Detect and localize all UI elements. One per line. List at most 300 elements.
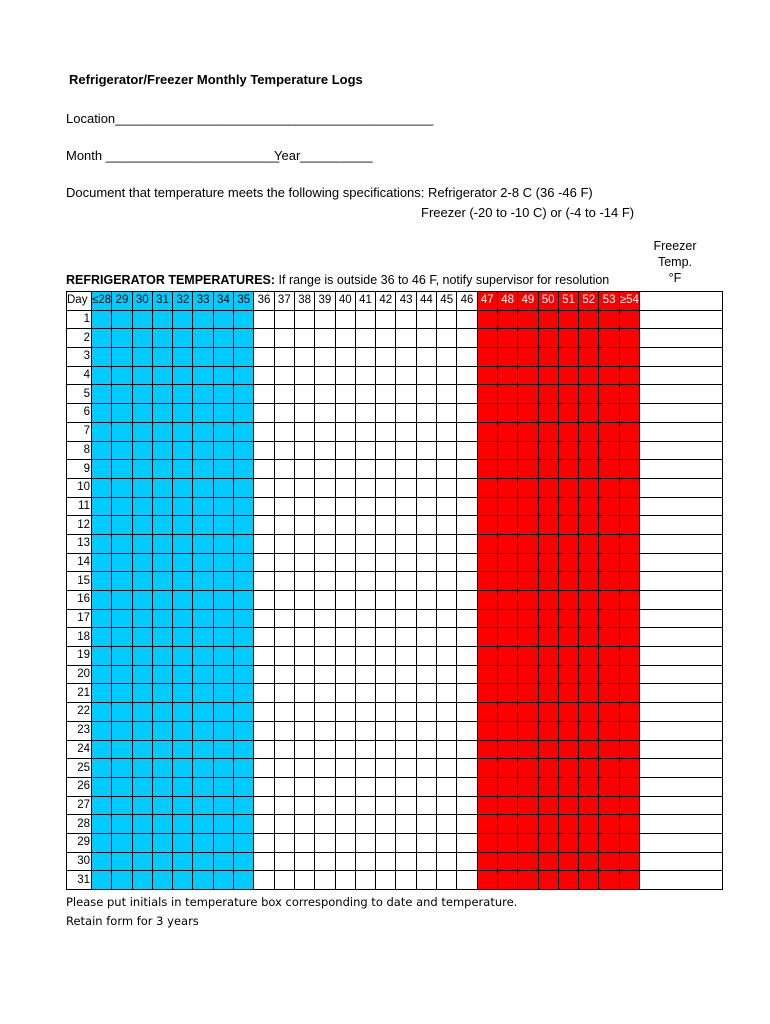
temp-entry-cell[interactable]: [355, 740, 375, 759]
temp-entry-cell[interactable]: [234, 703, 254, 722]
temp-entry-cell[interactable]: [173, 460, 193, 479]
temp-entry-cell[interactable]: [152, 422, 172, 441]
temp-entry-cell[interactable]: [335, 740, 355, 759]
temp-entry-cell[interactable]: [335, 553, 355, 572]
temp-entry-cell[interactable]: [193, 478, 213, 497]
temp-entry-cell[interactable]: [477, 497, 497, 516]
temp-entry-cell[interactable]: [254, 777, 274, 796]
temp-entry-cell[interactable]: [497, 385, 517, 404]
temp-entry-cell[interactable]: [416, 759, 436, 778]
temp-entry-cell[interactable]: [152, 329, 172, 348]
temp-entry-cell[interactable]: [355, 441, 375, 460]
temp-entry-cell[interactable]: [274, 441, 294, 460]
temp-entry-cell[interactable]: [152, 366, 172, 385]
temp-entry-cell[interactable]: [112, 534, 132, 553]
temp-entry-cell[interactable]: [619, 572, 639, 591]
temp-entry-cell[interactable]: [579, 478, 599, 497]
temp-entry-cell[interactable]: [92, 740, 112, 759]
temp-entry-cell[interactable]: [376, 329, 396, 348]
temp-entry-cell[interactable]: [416, 478, 436, 497]
temp-entry-cell[interactable]: [193, 553, 213, 572]
temp-entry-cell[interactable]: [497, 497, 517, 516]
temp-entry-cell[interactable]: [112, 852, 132, 871]
temp-entry-cell[interactable]: [579, 852, 599, 871]
temp-entry-cell[interactable]: [294, 703, 314, 722]
temp-entry-cell[interactable]: [518, 516, 538, 535]
temp-entry-cell[interactable]: [173, 609, 193, 628]
temp-entry-cell[interactable]: [193, 329, 213, 348]
temp-entry-cell[interactable]: [497, 460, 517, 479]
temp-entry-cell[interactable]: [599, 348, 619, 367]
freezer-temp-cell[interactable]: [640, 572, 723, 591]
temp-entry-cell[interactable]: [173, 740, 193, 759]
temp-entry-cell[interactable]: [112, 348, 132, 367]
temp-entry-cell[interactable]: [599, 460, 619, 479]
temp-entry-cell[interactable]: [376, 833, 396, 852]
temp-entry-cell[interactable]: [112, 609, 132, 628]
temp-entry-cell[interactable]: [579, 534, 599, 553]
temp-entry-cell[interactable]: [294, 516, 314, 535]
freezer-temp-cell[interactable]: [640, 516, 723, 535]
temp-entry-cell[interactable]: [355, 516, 375, 535]
temp-entry-cell[interactable]: [558, 348, 578, 367]
temp-entry-cell[interactable]: [497, 348, 517, 367]
temp-entry-cell[interactable]: [619, 478, 639, 497]
temp-entry-cell[interactable]: [254, 647, 274, 666]
temp-entry-cell[interactable]: [112, 647, 132, 666]
temp-entry-cell[interactable]: [355, 385, 375, 404]
temp-entry-cell[interactable]: [477, 665, 497, 684]
temp-entry-cell[interactable]: [315, 460, 335, 479]
temp-entry-cell[interactable]: [558, 329, 578, 348]
temp-entry-cell[interactable]: [518, 665, 538, 684]
temp-entry-cell[interactable]: [294, 833, 314, 852]
temp-entry-cell[interactable]: [497, 647, 517, 666]
temp-entry-cell[interactable]: [518, 871, 538, 890]
temp-entry-cell[interactable]: [294, 478, 314, 497]
temp-entry-cell[interactable]: [92, 310, 112, 329]
temp-entry-cell[interactable]: [152, 609, 172, 628]
temp-entry-cell[interactable]: [335, 366, 355, 385]
temp-entry-cell[interactable]: [173, 815, 193, 834]
temp-entry-cell[interactable]: [152, 740, 172, 759]
temp-entry-cell[interactable]: [152, 796, 172, 815]
temp-entry-cell[interactable]: [558, 647, 578, 666]
freezer-temp-cell[interactable]: [640, 609, 723, 628]
temp-entry-cell[interactable]: [416, 404, 436, 423]
temp-entry-cell[interactable]: [234, 310, 254, 329]
temp-entry-cell[interactable]: [274, 609, 294, 628]
year-field[interactable]: [274, 148, 373, 163]
temp-entry-cell[interactable]: [355, 366, 375, 385]
temp-entry-cell[interactable]: [437, 703, 457, 722]
temp-entry-cell[interactable]: [173, 478, 193, 497]
temp-entry-cell[interactable]: [335, 684, 355, 703]
temp-entry-cell[interactable]: [518, 852, 538, 871]
temp-entry-cell[interactable]: [518, 759, 538, 778]
temp-entry-cell[interactable]: [132, 871, 152, 890]
temp-entry-cell[interactable]: [254, 516, 274, 535]
temp-entry-cell[interactable]: [558, 404, 578, 423]
freezer-temp-cell[interactable]: [640, 759, 723, 778]
temp-entry-cell[interactable]: [152, 478, 172, 497]
location-field[interactable]: [66, 111, 433, 126]
temp-entry-cell[interactable]: [254, 478, 274, 497]
temp-entry-cell[interactable]: [558, 796, 578, 815]
temp-entry-cell[interactable]: [213, 703, 233, 722]
temp-entry-cell[interactable]: [294, 852, 314, 871]
temp-entry-cell[interactable]: [274, 329, 294, 348]
temp-entry-cell[interactable]: [132, 852, 152, 871]
freezer-temp-cell[interactable]: [640, 684, 723, 703]
temp-entry-cell[interactable]: [254, 721, 274, 740]
temp-entry-cell[interactable]: [416, 385, 436, 404]
temp-entry-cell[interactable]: [335, 497, 355, 516]
temp-entry-cell[interactable]: [315, 852, 335, 871]
temp-entry-cell[interactable]: [132, 721, 152, 740]
temp-entry-cell[interactable]: [437, 721, 457, 740]
temp-entry-cell[interactable]: [619, 497, 639, 516]
temp-entry-cell[interactable]: [234, 441, 254, 460]
temp-entry-cell[interactable]: [497, 441, 517, 460]
temp-entry-cell[interactable]: [437, 310, 457, 329]
temp-entry-cell[interactable]: [437, 348, 457, 367]
temp-entry-cell[interactable]: [396, 871, 416, 890]
temp-entry-cell[interactable]: [619, 647, 639, 666]
temp-entry-cell[interactable]: [274, 740, 294, 759]
temp-entry-cell[interactable]: [518, 703, 538, 722]
temp-entry-cell[interactable]: [579, 404, 599, 423]
freezer-temp-cell[interactable]: [640, 591, 723, 610]
temp-entry-cell[interactable]: [193, 833, 213, 852]
temp-entry-cell[interactable]: [477, 871, 497, 890]
temp-entry-cell[interactable]: [538, 833, 558, 852]
temp-entry-cell[interactable]: [132, 366, 152, 385]
freezer-temp-cell[interactable]: [640, 329, 723, 348]
temp-entry-cell[interactable]: [92, 441, 112, 460]
temp-entry-cell[interactable]: [619, 348, 639, 367]
temp-entry-cell[interactable]: [355, 759, 375, 778]
temp-entry-cell[interactable]: [579, 740, 599, 759]
temp-entry-cell[interactable]: [173, 721, 193, 740]
temp-entry-cell[interactable]: [437, 591, 457, 610]
temp-entry-cell[interactable]: [437, 852, 457, 871]
temp-entry-cell[interactable]: [294, 740, 314, 759]
temp-entry-cell[interactable]: [234, 348, 254, 367]
temp-entry-cell[interactable]: [396, 852, 416, 871]
temp-entry-cell[interactable]: [518, 422, 538, 441]
temp-entry-cell[interactable]: [396, 591, 416, 610]
temp-entry-cell[interactable]: [152, 348, 172, 367]
temp-entry-cell[interactable]: [92, 721, 112, 740]
temp-entry-cell[interactable]: [437, 460, 457, 479]
temp-entry-cell[interactable]: [152, 516, 172, 535]
temp-entry-cell[interactable]: [538, 422, 558, 441]
temp-entry-cell[interactable]: [396, 777, 416, 796]
temp-entry-cell[interactable]: [396, 422, 416, 441]
temp-entry-cell[interactable]: [152, 777, 172, 796]
temp-entry-cell[interactable]: [599, 572, 619, 591]
temp-entry-cell[interactable]: [437, 404, 457, 423]
temp-entry-cell[interactable]: [518, 796, 538, 815]
temp-entry-cell[interactable]: [477, 609, 497, 628]
temp-entry-cell[interactable]: [437, 478, 457, 497]
temp-entry-cell[interactable]: [152, 572, 172, 591]
temp-entry-cell[interactable]: [92, 553, 112, 572]
temp-entry-cell[interactable]: [579, 647, 599, 666]
temp-entry-cell[interactable]: [173, 628, 193, 647]
temp-entry-cell[interactable]: [619, 721, 639, 740]
temp-entry-cell[interactable]: [579, 385, 599, 404]
temp-entry-cell[interactable]: [335, 721, 355, 740]
temp-entry-cell[interactable]: [416, 833, 436, 852]
temp-entry-cell[interactable]: [355, 833, 375, 852]
temp-entry-cell[interactable]: [315, 422, 335, 441]
temp-entry-cell[interactable]: [477, 759, 497, 778]
temp-entry-cell[interactable]: [376, 852, 396, 871]
temp-entry-cell[interactable]: [416, 665, 436, 684]
temp-entry-cell[interactable]: [112, 478, 132, 497]
temp-entry-cell[interactable]: [396, 647, 416, 666]
temp-entry-cell[interactable]: [599, 721, 619, 740]
temp-entry-cell[interactable]: [294, 647, 314, 666]
temp-entry-cell[interactable]: [355, 591, 375, 610]
temp-entry-cell[interactable]: [234, 366, 254, 385]
temp-entry-cell[interactable]: [437, 534, 457, 553]
temp-entry-cell[interactable]: [152, 759, 172, 778]
temp-entry-cell[interactable]: [518, 628, 538, 647]
temp-entry-cell[interactable]: [213, 422, 233, 441]
temp-entry-cell[interactable]: [396, 441, 416, 460]
temp-entry-cell[interactable]: [274, 460, 294, 479]
temp-entry-cell[interactable]: [619, 740, 639, 759]
month-field[interactable]: [66, 148, 279, 163]
temp-entry-cell[interactable]: [599, 852, 619, 871]
freezer-temp-cell[interactable]: [640, 404, 723, 423]
temp-entry-cell[interactable]: [254, 665, 274, 684]
temp-entry-cell[interactable]: [294, 460, 314, 479]
temp-entry-cell[interactable]: [457, 796, 477, 815]
temp-entry-cell[interactable]: [599, 609, 619, 628]
temp-entry-cell[interactable]: [457, 404, 477, 423]
temp-entry-cell[interactable]: [92, 684, 112, 703]
temp-entry-cell[interactable]: [376, 385, 396, 404]
temp-entry-cell[interactable]: [193, 534, 213, 553]
temp-entry-cell[interactable]: [193, 348, 213, 367]
freezer-temp-cell[interactable]: [640, 833, 723, 852]
temp-entry-cell[interactable]: [234, 516, 254, 535]
temp-entry-cell[interactable]: [518, 572, 538, 591]
temp-entry-cell[interactable]: [599, 871, 619, 890]
temp-entry-cell[interactable]: [234, 852, 254, 871]
temp-entry-cell[interactable]: [315, 516, 335, 535]
temp-entry-cell[interactable]: [396, 609, 416, 628]
temp-entry-cell[interactable]: [254, 703, 274, 722]
freezer-temp-cell[interactable]: [640, 460, 723, 479]
temp-entry-cell[interactable]: [538, 460, 558, 479]
temp-entry-cell[interactable]: [355, 572, 375, 591]
temp-entry-cell[interactable]: [477, 329, 497, 348]
temp-entry-cell[interactable]: [234, 329, 254, 348]
temp-entry-cell[interactable]: [437, 815, 457, 834]
temp-entry-cell[interactable]: [254, 366, 274, 385]
temp-entry-cell[interactable]: [437, 684, 457, 703]
temp-entry-cell[interactable]: [92, 460, 112, 479]
temp-entry-cell[interactable]: [518, 460, 538, 479]
temp-entry-cell[interactable]: [315, 777, 335, 796]
temp-entry-cell[interactable]: [254, 310, 274, 329]
temp-entry-cell[interactable]: [416, 852, 436, 871]
temp-entry-cell[interactable]: [234, 385, 254, 404]
temp-entry-cell[interactable]: [416, 609, 436, 628]
temp-entry-cell[interactable]: [234, 815, 254, 834]
temp-entry-cell[interactable]: [396, 534, 416, 553]
temp-entry-cell[interactable]: [497, 703, 517, 722]
temp-entry-cell[interactable]: [355, 460, 375, 479]
temp-entry-cell[interactable]: [294, 628, 314, 647]
temp-entry-cell[interactable]: [376, 497, 396, 516]
temp-entry-cell[interactable]: [477, 628, 497, 647]
temp-entry-cell[interactable]: [376, 777, 396, 796]
temp-entry-cell[interactable]: [254, 348, 274, 367]
temp-entry-cell[interactable]: [335, 310, 355, 329]
temp-entry-cell[interactable]: [355, 478, 375, 497]
temp-entry-cell[interactable]: [558, 721, 578, 740]
temp-entry-cell[interactable]: [457, 441, 477, 460]
temp-entry-cell[interactable]: [497, 609, 517, 628]
temp-entry-cell[interactable]: [396, 478, 416, 497]
temp-entry-cell[interactable]: [315, 478, 335, 497]
temp-entry-cell[interactable]: [294, 721, 314, 740]
temp-entry-cell[interactable]: [112, 441, 132, 460]
temp-entry-cell[interactable]: [538, 721, 558, 740]
temp-entry-cell[interactable]: [335, 441, 355, 460]
temp-entry-cell[interactable]: [396, 460, 416, 479]
temp-entry-cell[interactable]: [457, 534, 477, 553]
freezer-temp-cell[interactable]: [640, 553, 723, 572]
temp-entry-cell[interactable]: [254, 329, 274, 348]
temp-entry-cell[interactable]: [619, 609, 639, 628]
temp-entry-cell[interactable]: [315, 665, 335, 684]
temp-entry-cell[interactable]: [173, 329, 193, 348]
temp-entry-cell[interactable]: [254, 534, 274, 553]
temp-entry-cell[interactable]: [274, 703, 294, 722]
temp-entry-cell[interactable]: [599, 703, 619, 722]
temp-entry-cell[interactable]: [234, 591, 254, 610]
temp-entry-cell[interactable]: [538, 441, 558, 460]
temp-entry-cell[interactable]: [274, 422, 294, 441]
temp-entry-cell[interactable]: [193, 404, 213, 423]
temp-entry-cell[interactable]: [335, 665, 355, 684]
temp-entry-cell[interactable]: [437, 329, 457, 348]
temp-entry-cell[interactable]: [254, 759, 274, 778]
temp-entry-cell[interactable]: [416, 628, 436, 647]
temp-entry-cell[interactable]: [558, 684, 578, 703]
temp-entry-cell[interactable]: [619, 852, 639, 871]
temp-entry-cell[interactable]: [396, 759, 416, 778]
temp-entry-cell[interactable]: [497, 833, 517, 852]
temp-entry-cell[interactable]: [599, 385, 619, 404]
temp-entry-cell[interactable]: [173, 833, 193, 852]
temp-entry-cell[interactable]: [497, 553, 517, 572]
temp-entry-cell[interactable]: [234, 497, 254, 516]
temp-entry-cell[interactable]: [254, 609, 274, 628]
freezer-temp-cell[interactable]: [640, 665, 723, 684]
temp-entry-cell[interactable]: [315, 534, 335, 553]
temp-entry-cell[interactable]: [193, 441, 213, 460]
temp-entry-cell[interactable]: [315, 628, 335, 647]
temp-entry-cell[interactable]: [173, 871, 193, 890]
temp-entry-cell[interactable]: [497, 591, 517, 610]
temp-entry-cell[interactable]: [152, 684, 172, 703]
temp-entry-cell[interactable]: [315, 740, 335, 759]
temp-entry-cell[interactable]: [355, 553, 375, 572]
temp-entry-cell[interactable]: [538, 759, 558, 778]
temp-entry-cell[interactable]: [477, 684, 497, 703]
temp-entry-cell[interactable]: [315, 385, 335, 404]
temp-entry-cell[interactable]: [437, 833, 457, 852]
temp-entry-cell[interactable]: [355, 628, 375, 647]
temp-entry-cell[interactable]: [518, 833, 538, 852]
temp-entry-cell[interactable]: [437, 385, 457, 404]
temp-entry-cell[interactable]: [558, 665, 578, 684]
temp-entry-cell[interactable]: [437, 777, 457, 796]
temp-entry-cell[interactable]: [254, 815, 274, 834]
temp-entry-cell[interactable]: [294, 871, 314, 890]
temp-entry-cell[interactable]: [579, 329, 599, 348]
temp-entry-cell[interactable]: [518, 366, 538, 385]
temp-entry-cell[interactable]: [173, 497, 193, 516]
temp-entry-cell[interactable]: [234, 684, 254, 703]
temp-entry-cell[interactable]: [497, 329, 517, 348]
temp-entry-cell[interactable]: [579, 721, 599, 740]
temp-entry-cell[interactable]: [518, 404, 538, 423]
temp-entry-cell[interactable]: [254, 422, 274, 441]
temp-entry-cell[interactable]: [579, 684, 599, 703]
temp-entry-cell[interactable]: [599, 422, 619, 441]
freezer-temp-cell[interactable]: [640, 852, 723, 871]
temp-entry-cell[interactable]: [396, 665, 416, 684]
temp-entry-cell[interactable]: [254, 404, 274, 423]
temp-entry-cell[interactable]: [132, 703, 152, 722]
temp-entry-cell[interactable]: [457, 329, 477, 348]
temp-entry-cell[interactable]: [92, 871, 112, 890]
temp-entry-cell[interactable]: [376, 310, 396, 329]
temp-entry-cell[interactable]: [132, 815, 152, 834]
temp-entry-cell[interactable]: [112, 777, 132, 796]
temp-entry-cell[interactable]: [376, 609, 396, 628]
temp-entry-cell[interactable]: [437, 740, 457, 759]
temp-entry-cell[interactable]: [538, 665, 558, 684]
temp-entry-cell[interactable]: [234, 422, 254, 441]
temp-entry-cell[interactable]: [274, 871, 294, 890]
temp-entry-cell[interactable]: [396, 366, 416, 385]
temp-entry-cell[interactable]: [416, 572, 436, 591]
temp-entry-cell[interactable]: [335, 759, 355, 778]
temp-entry-cell[interactable]: [497, 815, 517, 834]
temp-entry-cell[interactable]: [457, 759, 477, 778]
temp-entry-cell[interactable]: [152, 647, 172, 666]
temp-entry-cell[interactable]: [132, 628, 152, 647]
temp-entry-cell[interactable]: [619, 422, 639, 441]
temp-entry-cell[interactable]: [579, 366, 599, 385]
freezer-temp-cell[interactable]: [640, 478, 723, 497]
temp-entry-cell[interactable]: [599, 628, 619, 647]
temp-entry-cell[interactable]: [477, 777, 497, 796]
temp-entry-cell[interactable]: [355, 404, 375, 423]
temp-entry-cell[interactable]: [619, 460, 639, 479]
temp-entry-cell[interactable]: [376, 348, 396, 367]
